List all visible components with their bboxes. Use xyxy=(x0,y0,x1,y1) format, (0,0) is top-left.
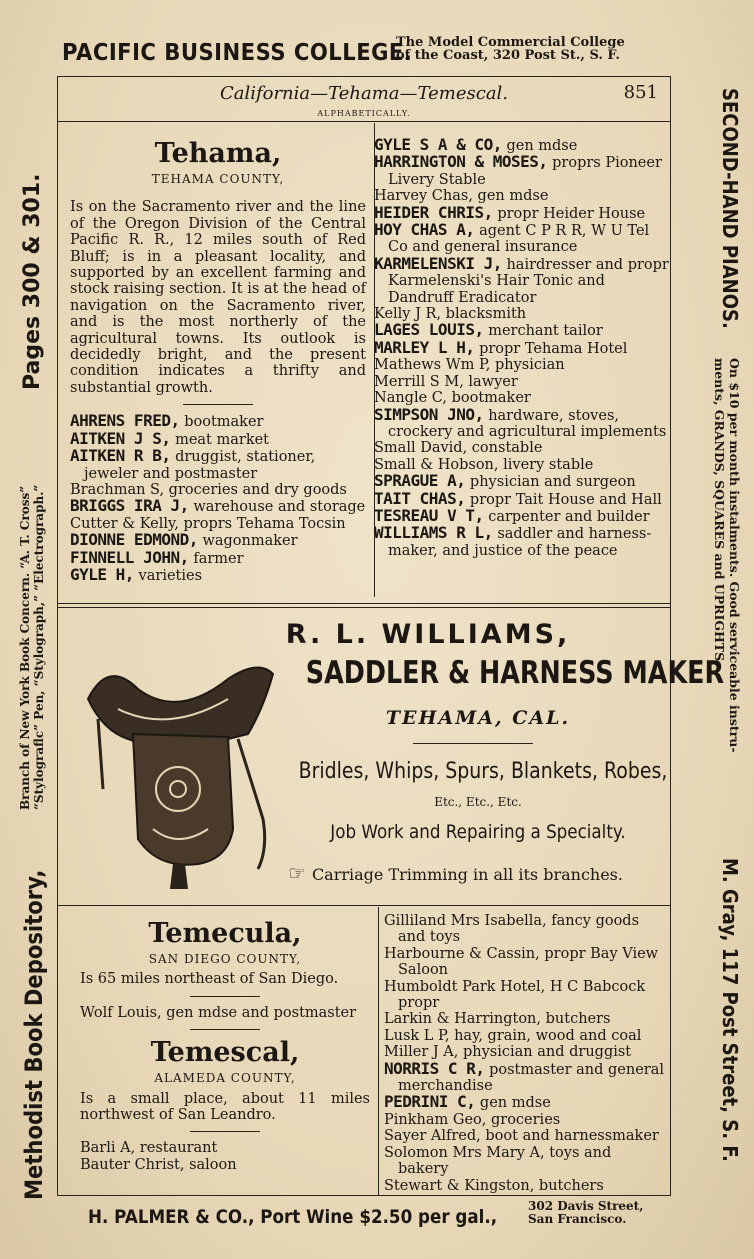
entry-description: gen mdse and postmaster xyxy=(161,1004,357,1021)
entry-name: Stewart & Kingston, xyxy=(384,1177,535,1194)
right-margin-big2: M. Gray, 117 Post Street, S. F. xyxy=(718,858,742,1162)
entry-description: gen mdse xyxy=(472,188,549,205)
entry-description: butchers xyxy=(534,1177,604,1194)
entry-name: Small David, xyxy=(374,440,468,457)
ad-top-rule-2 xyxy=(58,607,670,608)
tehama-rule xyxy=(183,404,253,405)
temescal-right-entries xyxy=(384,913,666,1194)
entry-name: AITKEN R B, xyxy=(70,446,171,466)
directory-entry xyxy=(384,913,666,946)
directory-entry xyxy=(384,946,666,979)
entry-description: blacksmith xyxy=(441,306,527,323)
tehama-county: TEHAMA COUNTY, xyxy=(151,172,285,186)
entry-name: Merrill S M, xyxy=(374,373,464,390)
ad-carriage xyxy=(288,861,688,885)
entry-name: Humboldt Park Hotel, xyxy=(384,978,546,995)
entry-description: druggist, stationer, jeweler and postmaster xyxy=(84,449,316,482)
entry-name: Mathews Wm P, xyxy=(374,357,491,374)
entry-description: physician and surgeon xyxy=(465,474,636,491)
tehama-right-entries xyxy=(374,137,670,559)
bottom-banner-left: H. PALMER & CO., Port Wine $2.50 per gal., xyxy=(88,1206,498,1228)
entry-description: hardware, stoves, crockery and agricultural implements xyxy=(388,407,667,440)
entry-name: SPRAGUE A, xyxy=(374,471,466,491)
directory-entry xyxy=(384,979,666,1012)
entry-description: restaurant xyxy=(135,1140,218,1157)
temescal-right-column xyxy=(384,913,666,1194)
entry-description: groceries and dry goods xyxy=(164,481,347,498)
entry-name: AITKEN J S, xyxy=(70,428,171,448)
entry-name: TAIT CHAS, xyxy=(374,488,466,508)
entry-description: merchant tailor xyxy=(483,323,603,340)
directory-entry xyxy=(70,448,366,482)
left-margin-small xyxy=(18,390,46,810)
temecula-rule-2 xyxy=(190,1029,260,1030)
pointing-hand-icon: ☞ xyxy=(288,861,306,885)
directory-entry xyxy=(384,1178,666,1194)
bottom-banner-right-line1: 302 Davis Street, xyxy=(528,1199,644,1213)
directory-entry xyxy=(384,1028,666,1044)
entry-description: warehouse and storage xyxy=(188,499,366,516)
entry-name: DIONNE EDMOND, xyxy=(70,530,198,550)
entry-description: farmer xyxy=(188,550,244,567)
entry-name: Harbourne & Cassin, xyxy=(384,945,540,962)
directory-entry xyxy=(384,1058,666,1095)
ad-job-work: Job Work and Repairing a Specialty. xyxy=(330,821,626,843)
ad-etc: Etc., Etc., Etc. xyxy=(434,795,522,809)
entry-name: LAGES LOUIS, xyxy=(374,320,484,340)
entry-name: Barli A, xyxy=(80,1140,136,1157)
bottom-banner-ad xyxy=(88,1200,688,1236)
entry-name: Bauter Christ, xyxy=(80,1156,185,1173)
entry-name: HARRINGTON & MOSES, xyxy=(374,152,548,172)
entry-description: toys and bakery xyxy=(398,1144,612,1178)
tehama-description: Is on the Sacramento river and the line of the Oregon Division of the Central Pacific R. R., 12 miles south of Red Bluff; is in a pleasant locality, and supported by an excellent farming and stock raising section. It is at the head of navigation on the Sacramento river, and is the most northerly of the agricultural towns. Its outlook is decidedly bright, and the present condition indicates a thrifty and substantial growth. xyxy=(70,199,366,396)
directory-entry xyxy=(80,1005,370,1021)
entry-name: HEIDER CHRIS, xyxy=(374,202,493,222)
right-margin-small-line2: ments, GRANDS, SQUARES and UPRIGHTS. xyxy=(712,358,727,666)
entry-name: Wolf Louis, xyxy=(80,1004,162,1021)
entry-description: saddler and harness-maker, and justice of the peace xyxy=(388,526,652,559)
entry-description: agent C P R R, W U Tel Co and general insurance xyxy=(388,223,650,256)
entry-name: Miller J A, xyxy=(384,1044,459,1061)
entry-description: physician and druggist xyxy=(458,1044,632,1061)
ad-top-rule xyxy=(58,603,670,604)
temescal-rule xyxy=(190,1131,260,1132)
left-margin-big: Methodist Book Depository, xyxy=(20,869,48,1200)
top-banner-right-line2: of the Coast, 320 Post St., S. F. xyxy=(396,48,620,63)
running-title: California—Tehama—Temescal. xyxy=(219,83,509,104)
entry-description: boot and harnessmaker xyxy=(480,1128,659,1145)
ad-goods: Bridles, Whips, Spurs, Blankets, Robes, xyxy=(298,759,668,784)
entry-description: propr Bay View Saloon xyxy=(398,945,659,979)
entry-description: butchers xyxy=(541,1011,611,1028)
temescal-title: Temescal, xyxy=(150,1037,300,1069)
entry-description: wagonmaker xyxy=(197,533,298,550)
entry-description: meat market xyxy=(170,431,270,448)
directory-entry xyxy=(374,440,670,456)
ad-place: TEHAMA, CAL. xyxy=(385,707,571,729)
ad-trade: SADDLER & HARNESS MAKER xyxy=(305,655,725,691)
directory-entry xyxy=(70,564,366,584)
right-margin-ad xyxy=(692,88,742,1208)
directory-entry xyxy=(374,154,670,188)
bottom-banner-right-line2: San Francisco. xyxy=(528,1212,627,1226)
entry-description: constable xyxy=(467,440,543,457)
directory-entry xyxy=(374,357,670,373)
entry-name: Brachman S, xyxy=(70,481,165,498)
entry-name: GYLE H, xyxy=(70,564,134,584)
directory-entry xyxy=(374,253,670,306)
tehama-left-column xyxy=(70,139,366,584)
temescal-description: Is a small place, about 11 miles northwest of San Leandro. xyxy=(80,1090,370,1124)
bottom-banner-right xyxy=(528,1200,698,1226)
entry-name: Nangle C, xyxy=(374,390,447,407)
entry-description: livery stable xyxy=(498,456,594,473)
directory-entry xyxy=(374,525,670,559)
left-margin-ad xyxy=(12,110,62,1200)
directory-entry xyxy=(80,1157,370,1173)
entry-name: Lusk L P, xyxy=(384,1027,450,1044)
entry-description: lawyer xyxy=(463,373,518,390)
entry-description: groceries xyxy=(486,1111,561,1128)
directory-entry xyxy=(384,1145,666,1178)
temescal-left-entries xyxy=(80,1140,370,1173)
page-header xyxy=(58,77,670,123)
top-banner-left: PACIFIC BUSINESS COLLEGE. xyxy=(62,40,413,66)
directory-entry xyxy=(70,498,366,515)
ad-carriage-text: Carriage Trimming in all its branches. xyxy=(311,865,623,884)
entry-description: proprs Tehama Tocsin xyxy=(178,515,346,532)
directory-entry xyxy=(384,1011,666,1027)
entry-description: hairdresser and propr Karmelenski's Hair Tonic and Dandruff Eradicator xyxy=(388,256,669,306)
left-margin-pages: Pages 300 & 301. xyxy=(20,173,45,390)
ad-business-name: R. L. WILLIAMS, xyxy=(285,619,571,650)
entry-name: Sayer Alfred, xyxy=(384,1128,481,1145)
entry-name: Kelly J R, xyxy=(374,306,442,323)
entry-name: FINNELL JOHN, xyxy=(70,547,189,567)
entry-name: Gilliland Mrs Isabella, xyxy=(384,913,547,929)
entry-description: gen mdse xyxy=(475,1095,551,1112)
ad-bottom-rule xyxy=(58,905,670,906)
entry-name: Pinkham Geo, xyxy=(384,1111,487,1128)
temecula-temescal-left-column xyxy=(80,919,370,1173)
entry-description: physician xyxy=(490,357,565,374)
entry-description: H C Babcock propr xyxy=(398,978,646,1012)
directory-entry xyxy=(374,404,670,441)
left-margin-small-line2: “Stylograflc” Pen, “Stylograph,” “Electrograph.” xyxy=(32,484,46,810)
entry-name: Small & Hobson, xyxy=(374,456,499,473)
directory-entry xyxy=(374,337,670,357)
ad-rule xyxy=(413,743,533,744)
entry-name: AHRENS FRED, xyxy=(70,411,180,431)
left-margin-small-line1: Branch of New York Book Concern. “A. T. Cross” xyxy=(18,485,32,810)
directory-entry xyxy=(384,1112,666,1128)
entry-description: bootmaker xyxy=(446,390,531,407)
entry-name: SIMPSON JNO, xyxy=(374,404,484,424)
temecula-county: SAN DIEGO COUNTY, xyxy=(148,952,302,966)
directory-entry xyxy=(384,1094,666,1111)
temecula-entries xyxy=(80,1005,370,1021)
entry-name: WILLIAMS R L, xyxy=(374,523,493,543)
directory-entry xyxy=(374,222,670,256)
entry-description: propr Heider House xyxy=(492,205,646,222)
top-banner-right xyxy=(396,36,686,62)
entry-name: TESREAU V T, xyxy=(374,505,484,525)
page-subtitle: ALPHABETICALLY. xyxy=(317,109,411,118)
entry-name: HOY CHAS A, xyxy=(374,220,475,240)
entry-description: fancy goods and toys xyxy=(398,913,640,946)
directory-entry xyxy=(80,1140,370,1156)
entry-description: varieties xyxy=(133,567,203,584)
entry-description: carpenter and builder xyxy=(483,508,650,525)
directory-entry xyxy=(374,374,670,390)
entry-name: NORRIS C R, xyxy=(384,1058,485,1078)
entry-description: propr Tehama Hotel xyxy=(474,340,628,357)
saddle-illustration xyxy=(78,639,278,899)
directory-entry xyxy=(384,1128,666,1144)
page-number: 851 xyxy=(623,82,658,103)
right-margin-big1: SECOND-HAND PIANOS. xyxy=(718,88,742,329)
top-banner-ad xyxy=(62,36,682,76)
entry-name: Larkin & Harrington, xyxy=(384,1011,542,1028)
top-banner-right-line1: The Model Commercial College xyxy=(396,35,625,50)
tehama-left-entries xyxy=(70,413,366,584)
entry-description: gen mdse xyxy=(501,138,578,154)
temecula-title: Temecula, xyxy=(148,918,302,949)
entry-description: hay, grain, wood and coal xyxy=(449,1027,642,1044)
entry-description: saloon xyxy=(184,1156,237,1173)
entry-description: postmaster and general merchandise xyxy=(398,1061,665,1095)
temescal-column-divider xyxy=(378,907,379,1195)
entry-name: Cutter & Kelly, xyxy=(70,515,179,532)
williams-advertisement xyxy=(58,609,725,909)
entry-description: propr Tait House and Hall xyxy=(465,491,662,508)
right-margin-small xyxy=(712,358,742,798)
tehama-title: Tehama, xyxy=(154,138,282,169)
entry-description: bootmaker xyxy=(179,414,264,431)
entry-description: proprs Pioneer Livery Stable xyxy=(388,155,662,188)
entry-name: KARMELENSKI J, xyxy=(374,253,502,273)
entry-name: Solomon Mrs Mary A, xyxy=(384,1144,545,1161)
entry-name: PEDRINI C, xyxy=(384,1092,476,1112)
tehama-right-column xyxy=(374,137,670,559)
temecula-rule xyxy=(190,996,260,997)
entry-name: BRIGGS IRA J, xyxy=(70,496,189,516)
entry-name: MARLEY L H, xyxy=(374,337,475,357)
temecula-description: Is 65 miles northeast of San Diego. xyxy=(80,971,339,988)
entry-name: GYLE S A & CO, xyxy=(374,135,502,154)
entry-name: Harvey Chas, xyxy=(374,188,473,205)
right-margin-small-line1: On $10 per month instalments. Good serviceable instru- xyxy=(727,358,742,753)
temescal-county: ALAMEDA COUNTY, xyxy=(154,1071,296,1086)
header-rule xyxy=(58,121,670,122)
